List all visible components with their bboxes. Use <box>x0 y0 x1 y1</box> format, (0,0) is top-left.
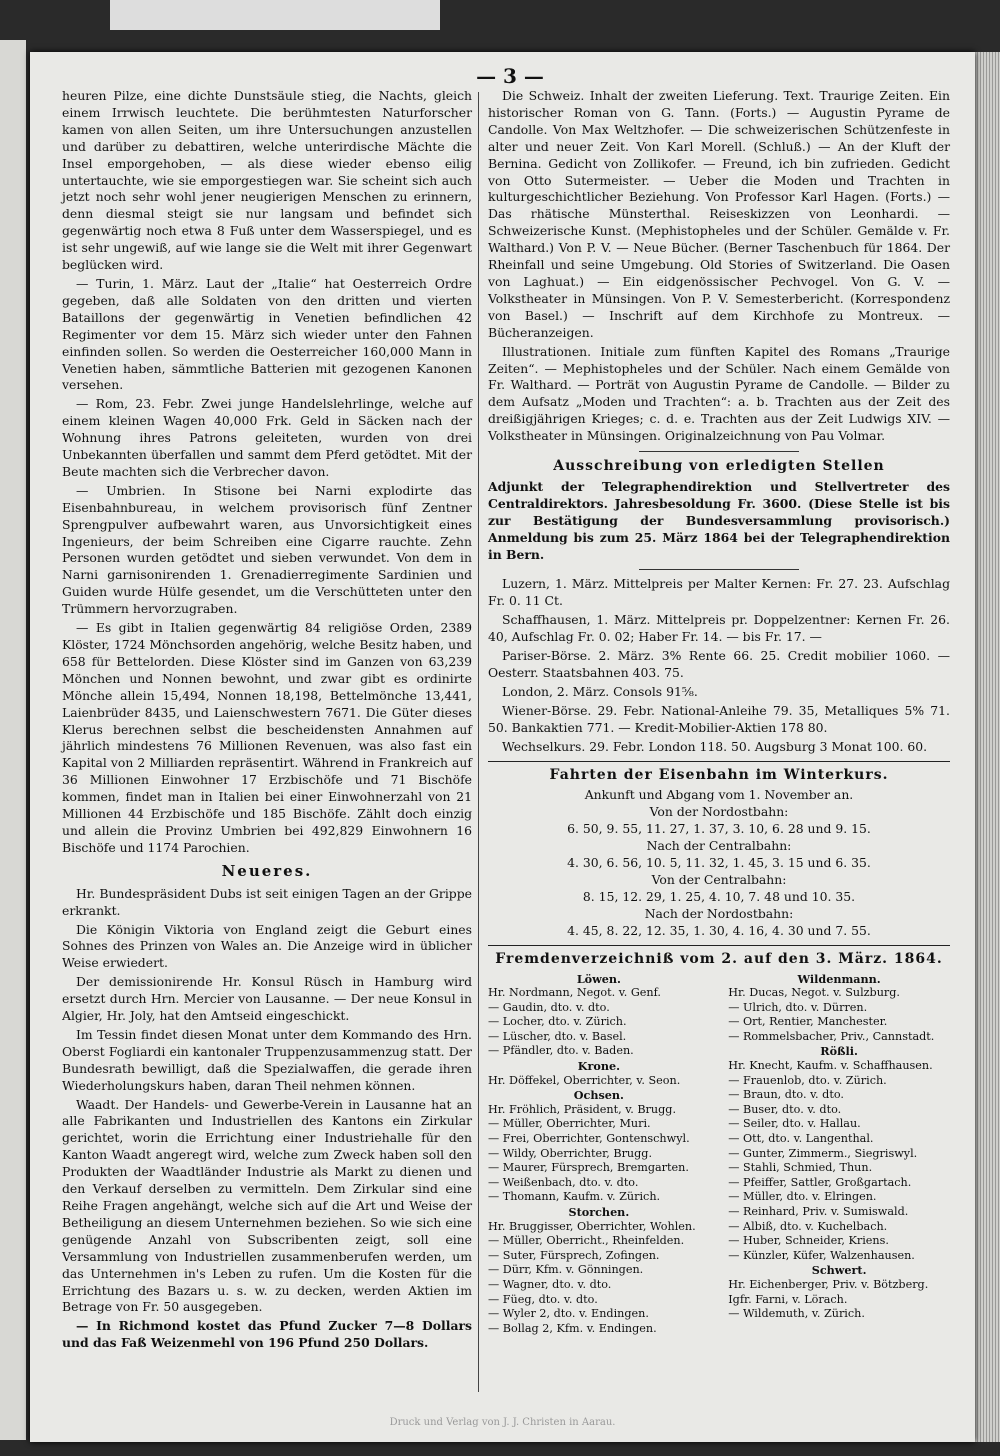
guest-entry: — Dürr, Kfm. v. Gönningen. <box>488 1263 644 1277</box>
guest-entry: — Müller, Oberrichter, Muri. <box>488 1117 651 1131</box>
train-times: 4. 30, 6. 56, 10. 5, 11. 32, 1. 45, 3. 15 und 6. 35. <box>567 855 871 871</box>
train-times: 4. 45, 8. 22, 12. 35, 1. 30, 4. 16, 4. 30 und 7. 55. <box>567 922 871 938</box>
guest-entry: — Ort, Rentier, Manchester. <box>728 1015 888 1029</box>
guest-entry: — Frei, Oberrichter, Gontenschwyl. <box>488 1132 690 1146</box>
guest-entry: — Stahli, Schmied, Thun. <box>728 1161 873 1175</box>
guest-entry: Hr. Eichenberger, Priv. v. Bötzberg. <box>728 1277 929 1291</box>
guest-entry: — Rommelsbacher, Priv., Cannstadt. <box>728 1029 935 1043</box>
rule <box>488 945 950 946</box>
guest-list <box>488 972 950 1337</box>
guest-entry: — Lüscher, dto. v. Basel. <box>488 1029 627 1043</box>
guest-entry: — Buser, dto. v. dto. <box>728 1102 842 1116</box>
guest-entry: — Locher, dto. v. Zürich. <box>488 1015 627 1029</box>
news-paragraph: Der demissionirende Hr. Konsul Rüsch in Hamburg wird ersetzt durch Hrn. Mercier von Lausanne. — Der neue Konsul in Algier, Hr. Joly, hat den Amtseid eingeschickt. <box>62 974 472 1024</box>
rule <box>488 761 950 762</box>
hotel-name: Löwen. <box>576 971 621 986</box>
guest-entry: — Wildy, Oberrichter, Brugg. <box>488 1146 653 1160</box>
guest-entry: — Braun, dto. v. dto. <box>728 1088 844 1102</box>
guest-entry: — Müller, Oberricht., Rheinfelden. <box>488 1234 685 1248</box>
newspaper-page <box>30 52 975 1442</box>
news-paragraph: — In Richmond kostet das Pfund Zucker 7—8 Dollars und das Faß Weizenmehl von 196 Pfund 250 Dollars. <box>62 1318 472 1351</box>
guest-entry: — Ulrich, dto. v. Dürren. <box>728 1000 868 1014</box>
guest-list-right <box>728 972 950 1337</box>
fahrten-subtitle: Ankunft und Abgang vom 1. November an. <box>584 787 854 803</box>
guest-entry: — Wyler 2, dto. v. Endingen. <box>488 1307 649 1321</box>
train-label: Nach der Nordostbahn: <box>644 905 794 921</box>
guest-entry: Hr. Knecht, Kaufm. v. Schaffhausen. <box>728 1059 933 1073</box>
guest-entry: — Huber, Schneider, Kriens. <box>728 1234 889 1248</box>
page-edges <box>975 52 1000 1442</box>
train-times: 8. 15, 12. 29, 1. 25, 4. 10, 7. 48 und 10. 35. <box>582 888 856 904</box>
left-column <box>62 88 472 1354</box>
short-rule <box>639 569 799 570</box>
news-paragraph: Im Tessin findet diesen Monat unter dem Kommando des Hrn. Oberst Fogliardi ein kantonaler Truppenzusammenzug statt. Der Bundesrath bewilligt, daß die Spezialwaffen, die gerade ihren Wiederholungskurs haben, daran Theil nehmen können. <box>62 1026 472 1093</box>
article-paragraph: — Umbrien. In Stisone bei Narni explodirte das Eisenbahnbureau, in welchem provisorisch fünf Zentner Sprengpulver aufbewahrt waren, aus Unvorsichtigkeit eines Ingenieurs, der beim Schreiben eine Cigarre rauchte. Zehn Personen wurden getödtet und sieben verwundet. Von dem in Narni garnisonirenden 1. Grenadierregimente Sardinien und Guiden wurde Hülfe gesendet, um die Verschütteten unter den Trümmern hervorzugraben. <box>62 482 472 617</box>
guest-entry: Hr. Döffekel, Oberrichter, v. Seon. <box>488 1073 681 1087</box>
adjacent-page-strip <box>0 40 26 1440</box>
guest-entry: Hr. Nordmann, Negot. v. Genf. <box>488 986 661 1000</box>
train-label: Von der Nordostbahn: <box>649 804 789 820</box>
guest-entry: — Suter, Fürsprech, Zofingen. <box>488 1248 660 1262</box>
train-label: Nach der Centralbahn: <box>646 838 792 854</box>
market-report: London, 2. März. Consols 91⅝. <box>502 683 698 699</box>
guest-entry: — Gunter, Zimmerm., Siegriswyl. <box>728 1146 918 1160</box>
market-report: Wiener-Börse. 29. Febr. National-Anleihe 79. 35, Metalliques 5% 71. 50. Bankaktien 771. — Kredit-Mobilier-Aktien 178 80. <box>488 702 950 735</box>
guest-entry: Igfr. Farni, v. Lörach. <box>728 1292 848 1306</box>
ausschreibung-text: Adjunkt der Telegraphendirektion und Stellvertreter des Centraldirektors. Jahresbesoldung Fr. 3600. (Diese Stelle ist bis zur Bestätigung der Bundesversammlung provisorisch.) Anmeldung bis zum 25. März 1864 bei der Telegraphendirektion in Bern. <box>488 478 950 562</box>
guest-entry: — Müller, dto. v. Elringen. <box>728 1190 877 1204</box>
hotel-name: Krone. <box>577 1059 620 1074</box>
market-report: Pariser-Börse. 2. März. 3% Rente 66. 25. Credit mobilier 1060. — Oesterr. Staatsbahnen 403. 75. <box>488 648 950 680</box>
hotel-name: Schwert. <box>811 1263 867 1278</box>
news-paragraph: Hr. Bundespräsident Dubs ist seit einigen Tagen an der Grippe erkrankt. <box>62 885 472 918</box>
printer-imprint: Druck und Verlag von J. J. Christen in Aarau. <box>389 1417 616 1428</box>
guest-entry: — Weißenbach, dto. v. dto. <box>488 1175 639 1189</box>
short-rule <box>639 451 799 452</box>
right-column <box>488 88 950 1336</box>
guest-entry: Hr. Ducas, Negot. v. Sulzburg. <box>728 986 900 1000</box>
guest-entry: — Pfändler, dto. v. Baden. <box>488 1044 634 1058</box>
guest-entry: Hr. Fröhlich, Präsident, v. Brugg. <box>488 1102 676 1116</box>
guest-entry: — Frauenlob, dto. v. Zürich. <box>728 1073 887 1087</box>
section-heading-neueres: Neueres. <box>221 861 313 880</box>
train-times: 6. 50, 9. 55, 11. 27, 1. 37, 3. 10, 6. 28 und 9. 15. <box>567 821 871 837</box>
news-paragraph: Die Königin Viktoria von England zeigt die Geburt eines Sohnes des Prinzen von Wales an. Die Anzeige wird in üblicher Weise erwiedert. <box>62 921 472 971</box>
guest-entry: — Albiß, dto. v. Kuchelbach. <box>728 1219 888 1233</box>
ausschreibung-heading: Ausschreibung von erledigten Stellen <box>553 458 885 475</box>
market-report: Schaffhausen, 1. März. Mittelpreis pr. Doppelzentner: Kernen Fr. 26. 40, Aufschlag Fr. 0. 02; Haber Fr. 14. — bis Fr. 17. — <box>488 612 950 645</box>
fremden-heading: Fremdenverzeichniß vom 2. auf den 3. März. 1864. <box>495 950 943 967</box>
guest-entry: — Pfeiffer, Sattler, Großgartach. <box>728 1175 912 1189</box>
article-paragraph: heuren Pilze, eine dichte Dunstsäule stieg, die Nachts, gleich einem Irrwisch leuchtete. Die berühmtesten Naturforscher kamen von allen Seiten, um ihre Untersuchungen anzustellen und darüber zu debattiren, welche unterirdische Mächte die Insel emporgehoben, — als diese wieder ebenso eilig untertauchte, wie sie emporgestiegen war. Sie scheint sich auch jetzt noch sehr wohl jener neugierigen Menschen zu erinnern, denn diesmal steigt sie nur langsam und befindet sich gegenwärtig noch etwa 8 Fuß unter dem Wasserspiegel, und es ist sehr ungewiß, auf wie lange sie die Welt mit ihrer Gegenwart beglücken wird. <box>62 88 472 273</box>
article-paragraph: — Es gibt in Italien gegenwärtig 84 religiöse Orden, 2389 Klöster, 1724 Mönchsorden angehörig, welche Besitz haben, und 658 für Bettelorden. Diese Klöster sind im Ganzen von 63,239 Mönchen und Nonnen bewohnt, und zwar gibt es ordinirte Mönche allein 15,494, Nonnen 18,198, Bettelmönche 13,441, Laienbrüder 8435, und Laienschwestern 7671. Die Güter dieses Klerus berechnen selbst die bescheidensten Annahmen auf jährlich mindestens 76 Millionen Revenuen, was also fast ein Kapital von 2 Milliarden repräsentirt. Während in Frankreich auf 36 Millionen Einwohner 17 Erzbischöfe und 71 Bischöfe kommen, findet man in Italien bei einer Einwohnerzahl von 21 Millionen 44 Erzbischöfe und 185 Bischöfe. Zählt doch einzig und allein die Provinz Umbrien bei 492,829 Einwohnern 16 Bischöfe und 1174 Parochien. <box>62 620 472 855</box>
article-paragraph: — Turin, 1. März. Laut der „Italie“ hat Oesterreich Ordre gegeben, daß alle Soldaten von den dritten und vierten Bataillons der gegenwärtig in Venetien befindlichen 42 Regimenter vor dem 15. März sich wieder unter den Fahnen einfinden sollen. So werden die Oesterreicher 160,000 Mann in Venetien haben, sämmtliche Batterien mit gezogenen Kanonen versehen. <box>62 275 472 393</box>
guest-entry: — Füeg, dto. v. dto. <box>488 1292 598 1306</box>
hotel-name: Storchen. <box>568 1205 630 1219</box>
column-divider <box>478 92 479 1392</box>
page-number: — 3 — <box>476 64 544 88</box>
guest-entry: — Maurer, Fürsprech, Bremgarten. <box>488 1161 689 1175</box>
guest-entry: — Seiler, dto. v. Hallau. <box>728 1117 861 1131</box>
article-paragraph: — Rom, 23. Febr. Zwei junge Handelslehrlinge, welche auf einem kleinen Wagen 40,000 Frk. Geld in Säcken nach der Wohnung ihres Patrons geleiteten, wurden von drei Unbekannten überfallen und sammt dem Pferd getödtet. Mit der Beute machten sich die Verbrecher davon. <box>62 396 472 479</box>
guest-entry: Hr. Bruggisser, Oberrichter, Wohlen. <box>488 1219 696 1233</box>
guest-list-left <box>488 972 710 1337</box>
guest-entry: — Reinhard, Priv. v. Sumiswald. <box>728 1205 909 1218</box>
guest-entry: — Gaudin, dto. v. dto. <box>488 1000 610 1014</box>
hotel-name: Ochsen. <box>573 1088 624 1103</box>
advert-paragraph: Die Schweiz. Inhalt der zweiten Lieferung. Text. Traurige Zeiten. Ein historischer Roman von G. Tann. (Forts.) — Augustin Pyrame de Candolle. Von Max Weltzhofer. — Die schweizerischen Schützenfeste in alter und neuer Zeit. Von Karl Morell. (Schluß.) — An der Kluft der Bernina. Gedicht von Zollikofer. — Freund, ich bin zufrieden. Gedicht von Otto Sutermeister. — Ueber die Moden und Trachten in kulturgeschichtlicher Beziehung. Von Professor Karl Hagen. (Forts.) — Das rhätische Münsterthal. Reiseskizzen von Leonhardi. — Schweizerische Kunst. (Mephistopheles und der Schüler. Gemälde v. Fr. Walthard.) Von P. V. — Neue Bücher. (Berner Taschenbuch für 1864. Der Rheinfall und seine Umgebung. Old Stories of Switzerland. Die Oasen von Laghuat.) — Ein eidgenössischer Pechvogel. Von G. V. — Volkstheater in Münsingen. Von P. V. Semesterbericht. (Korrespondenz von Basel.) — Inschrift auf dem Kirchhofe zu Montreux. — Bücheranzeigen. <box>488 88 950 340</box>
hotel-name: Wildenmann. <box>797 971 881 986</box>
guest-entry: — Ott, dto. v. Langenthal. <box>728 1132 874 1146</box>
guest-entry: — Wagner, dto. v. dto. <box>488 1277 612 1291</box>
guest-entry: — Thomann, Kaufm. v. Zürich. <box>488 1190 661 1204</box>
top-paper-scrap <box>110 0 440 30</box>
guest-entry: — Künzler, Küfer, Walzenhausen. <box>728 1248 915 1262</box>
market-report: Luzern, 1. März. Mittelpreis per Malter Kernen: Fr. 27. 23. Aufschlag Fr. 0. 11 Ct. <box>488 576 950 609</box>
news-paragraph: Waadt. Der Handels- und Gewerbe-Verein in Lausanne hat an alle Fabrikanten und Industriellen des Kantons ein Zirkular gerichtet, worin die Errichtung einer Industriehalle für den Kanton Waadt angeregt wird, welche zum Zweck haben soll den Produkten der Waadtländer Industrie als Markt zu dienen und den Verkauf derselben zu vermitteln. Dem Zirkular sind eine Reihe Fragen angehängt, welche sich auf die Art und Weise der Betheiligung an diesem Unternehmen beziehen. So wie sich eine genügende Anzahl von Subscribenten zeigt, soll eine Versammlung von Industriellen zusammenberufen werden, um das Unternehmen in's Leben zu rufen. Um die Kosten für die Errichtung des Bazars u. s. w. zu decken, werden Aktien im Betrage von Fr. 50 ausgegeben. <box>62 1096 472 1315</box>
fahrten-heading: Fahrten der Eisenbahn im Winterkurs. <box>549 766 889 783</box>
train-label: Von der Centralbahn: <box>651 871 787 887</box>
guest-entry: — Bollag 2, Kfm. v. Endingen. <box>488 1321 657 1335</box>
advert-paragraph: Illustrationen. Initiale zum fünften Kapitel des Romans „Traurige Zeiten“. — Mephistopheles und der Schüler. Nach einem Gemälde von Fr. Walthard. — Porträt von Augustin Pyrame de Candolle. — Bilder zu dem Aufsatz „Moden und Trachten“: a. b. Trachten aus der Zeit des dreißigjährigen Krieges; c. d. e. Trachten aus der Zeit Ludwigs XIV. — Volkstheater in Münsingen. Originalzeichnung von Pau Volmar. <box>488 343 950 444</box>
market-report: Wechselkurs. 29. Febr. London 118. 50. Augsburg 3 Monat 100. 60. <box>502 738 928 754</box>
guest-entry: — Wildemuth, v. Zürich. <box>728 1307 865 1321</box>
hotel-name: Rößli. <box>820 1044 858 1059</box>
